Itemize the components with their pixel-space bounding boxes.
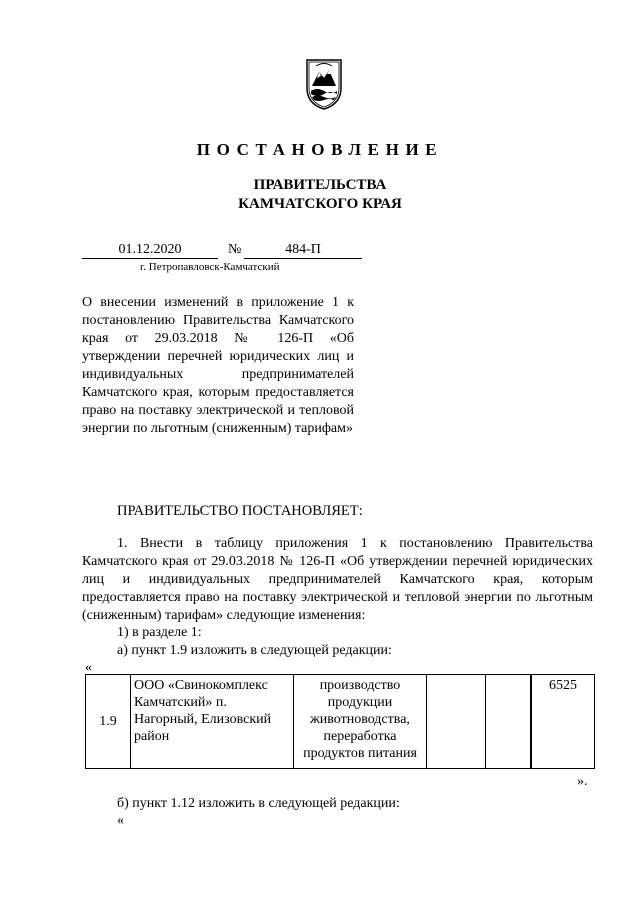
amendment-table: [85, 674, 595, 769]
table-row: [86, 675, 595, 769]
cell-number: 1.9: [86, 675, 131, 769]
number-sign: №: [228, 242, 242, 257]
city-label: г. Петропавловск-Камчатский: [140, 261, 280, 273]
opening-quote-2: «: [117, 813, 124, 828]
kamchatka-emblem-icon: [304, 58, 344, 110]
cell-activity: производство продукции животноводства, переработка продуктов питания: [294, 675, 427, 769]
document-type-title: ПОСТАНОВЛЕНИЕ: [196, 140, 444, 159]
paragraph-1: 1. Внести в таблицу приложения 1 к постановлению Правительства Камчатского края от 29.03.2018 № 126-П «Об утверждении перечней юридических лиц и индивидуальных предпринимателей Камчатского края, которым предоставляется право на поставку электрической и тепловой энергии по льготным (сниженным) тарифам» следующие изменения:: [82, 536, 593, 623]
decree-heading: ПРАВИТЕЛЬСТВО ПОСТАНОВЛЯЕТ:: [117, 503, 363, 519]
subitem-1: 1) в разделе 1:: [117, 625, 202, 640]
cell-empty-2: [486, 675, 531, 769]
issuer-title: [0, 176, 640, 214]
cell-organization: ООО «Свинокомплекс Камчатский» п. Нагорный, Елизовский район: [131, 675, 294, 769]
cell-empty-1: [427, 675, 486, 769]
cell-value: 6525: [532, 675, 595, 769]
document-subject: О внесении изменений в приложение 1 к постановлению Правительства Камчатского края от 29.03.2018 № 126-П «Об утверждении перечней юридических лиц и индивидуальных предпринимателей Камчатского края, которым предоставляется право на поставку электрической и тепловой энергии по льготным (сниженным) тарифам»: [82, 295, 354, 436]
issuer-line-2: КАМЧАТСКОГО КРАЯ: [238, 196, 402, 212]
closing-quote: ».: [577, 774, 588, 789]
opening-quote: «: [85, 660, 92, 675]
document-number: 484-П: [244, 241, 362, 259]
document-date: 01.12.2020: [82, 241, 218, 259]
subitem-1a: а) пункт 1.9 изложить в следующей редакции:: [117, 643, 392, 658]
subitem-1b: б) пункт 1.12 изложить в следующей редакции:: [117, 796, 400, 811]
issuer-line-1: ПРАВИТЕЛЬСТВА: [253, 177, 387, 193]
